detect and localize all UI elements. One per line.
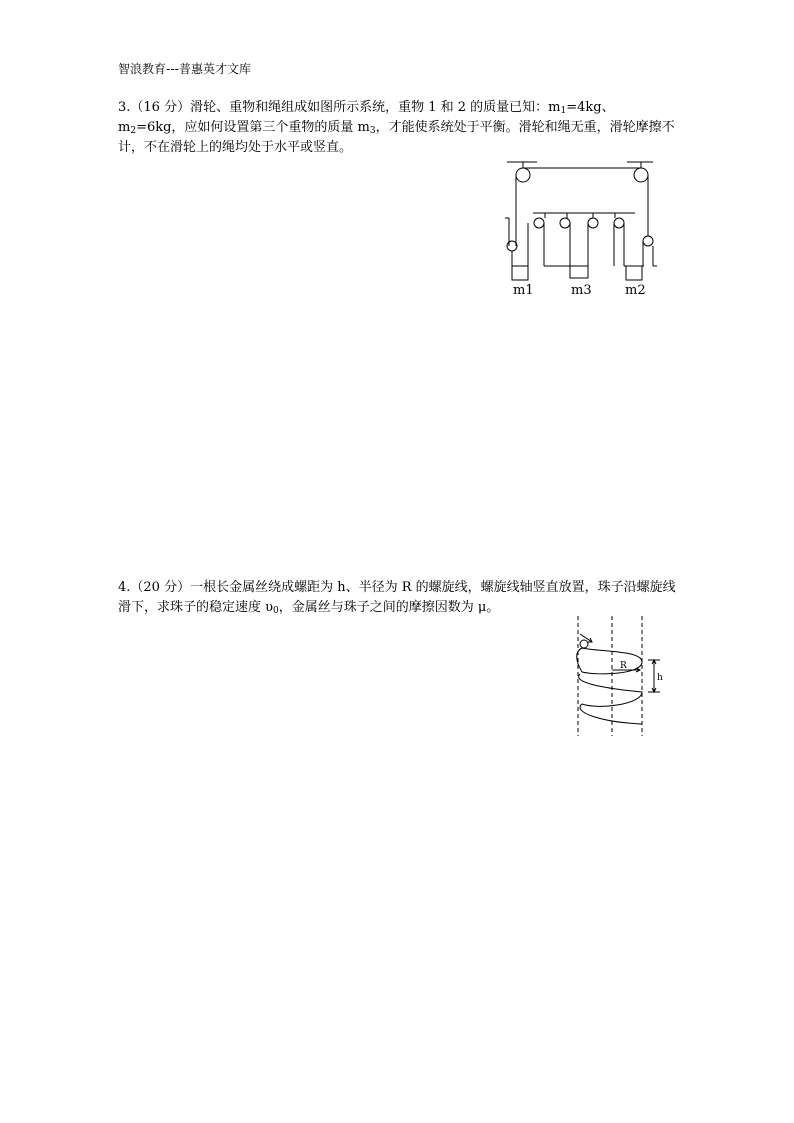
q3-text-prefix: 3.（16 分）滑轮、重物和绳组成如图所示系统，重物 1 和 2 的质量已知：m [118,100,561,115]
q3-text-mid2: =6kg，应如何设置第三个重物的质量 m [136,120,370,135]
label-m1: m1 [513,283,534,298]
helix-figure [570,612,670,740]
q4-text-prefix: 4.（20 分）一根长金属丝绕成螺距为 h、半径为 R 的螺旋线，螺旋线轴竖直放置，珠子沿螺旋线滑下，求珠子的稳定速度 υ [118,580,676,615]
q3-text-mid1: =4kg、m [118,100,615,135]
label-m2: m2 [625,283,646,298]
q3-sub-3: 3 [369,126,376,136]
q4-sub-0: 0 [273,606,279,616]
page-header: 智浪教育---普惠英才文库 [118,62,251,76]
pulley-system-figure [495,158,675,302]
q3-text-suffix: ，才能使系统处于平衡。滑轮和绳无重，滑轮摩擦不计，不在滑轮上的绳均处于水平或竖直。 [118,120,675,155]
question-3 [118,98,678,158]
label-m3: m3 [571,283,592,298]
q4-text-suffix: ，金属丝与珠子之间的摩擦因数为 μ。 [278,600,500,615]
q3-sub-1: 1 [560,106,567,116]
label-h: h [657,673,663,683]
q3-sub-2: 2 [130,126,137,136]
label-R: R [620,661,627,671]
